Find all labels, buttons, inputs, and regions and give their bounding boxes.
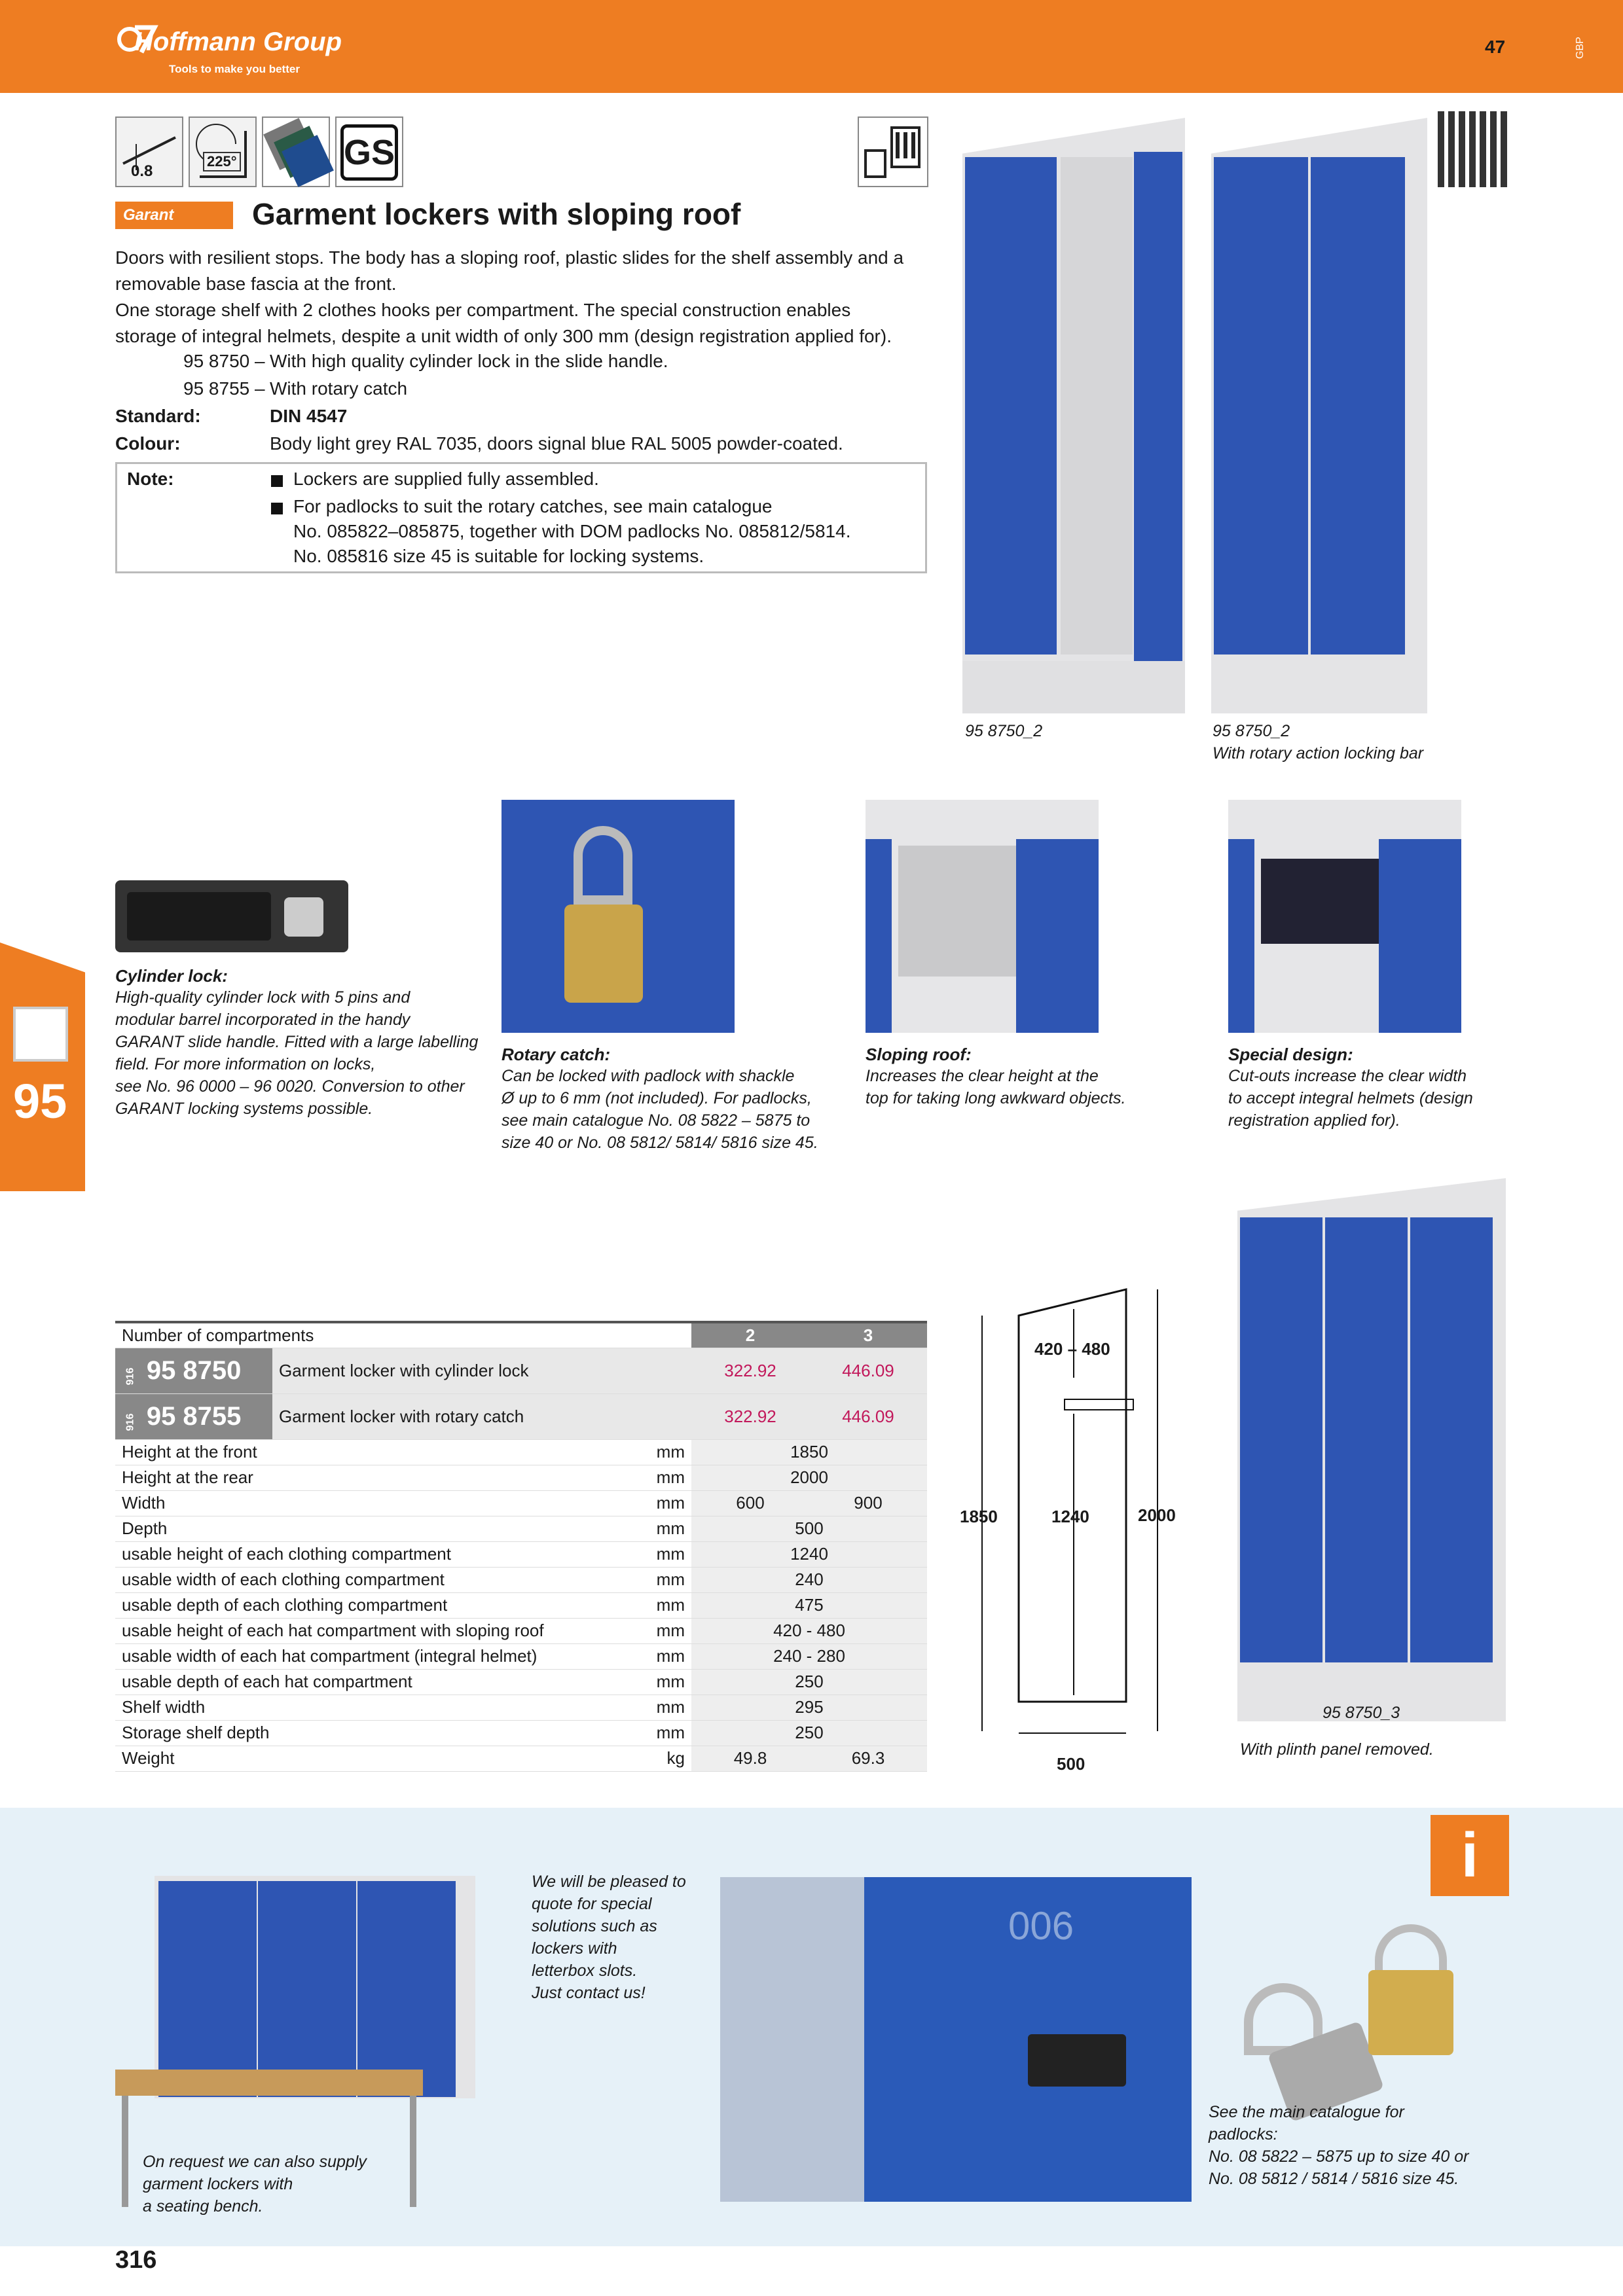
colour-samples-icon [262,117,330,187]
table-row [115,1567,927,1592]
caption-line: We will be pleased to [532,1873,686,1891]
spec-unit: mm [632,1592,691,1618]
dim-front-height: 1850 [960,1507,998,1526]
standard-value: DIN 4547 [270,406,348,426]
table-row [115,1592,927,1618]
note-label: Note: [127,469,174,489]
spec-value: 500 [691,1516,927,1541]
spec-value-3: 900 [809,1490,927,1516]
feature-title: Sloping roof: [866,1045,972,1064]
image-code-3: 95 8750_3 [1322,1704,1400,1722]
page-number-top: 47 [1485,37,1506,57]
image-caption-2: With rotary action locking bar [1213,744,1424,762]
caption-line: On request we can also supply [143,2153,367,2171]
product-prefix: 916 [124,1367,136,1385]
caption-line: garment lockers with [143,2175,293,2193]
rotary-catch-image [501,800,735,1033]
page-number: 316 [115,2246,157,2274]
product-number: 95 8750 [146,1355,242,1385]
spec-value: 240 - 280 [691,1643,927,1669]
table-row [115,1541,927,1567]
col-2: 2 [691,1322,809,1348]
quote-caption [532,1871,686,2004]
table-header-label: Number of compartments [115,1322,691,1348]
spec-label: Depth [115,1516,632,1541]
image-caption-3: With plinth panel removed. [1240,1740,1434,1759]
spec-label: Height at the rear [115,1465,632,1490]
table-row [115,1643,927,1669]
table-row [115,1669,927,1695]
spec-unit: mm [632,1567,691,1592]
feature-line: field. For more information on locks, [115,1055,376,1073]
table-row [115,1439,927,1465]
special-design-image [1228,800,1461,1033]
locker-icon [13,1007,68,1062]
spec-unit: mm [632,1516,691,1541]
table-row [115,1516,927,1541]
spec-unit: mm [632,1669,691,1695]
spec-label: Weight [115,1746,632,1771]
lock-handle-icon [858,117,928,187]
caption-line: letterbox slots. [532,1962,638,1980]
standard-label: Standard: [115,406,201,426]
locker-open-image [962,118,1185,713]
image-code-2: 95 8750_2 [1213,722,1290,740]
table-row [115,1348,927,1393]
section-tab [0,942,85,1191]
feature-line: modular barrel incorporated in the handy [115,1011,410,1029]
table-row [115,1746,927,1771]
qr-code-icon[interactable] [1438,111,1510,187]
feature-line: Increases the clear height at the [866,1067,1099,1085]
caption-line: quote for special [532,1895,652,1913]
feature-rotary-catch [501,1045,842,1154]
desc-line-3: One storage shelf with 2 clothes hooks per compartment. The special construction enables [115,300,851,320]
feature-line: High-quality cylinder lock with 5 pins and [115,988,410,1007]
caption-line: See the main catalogue for [1209,2103,1404,2121]
thickness-value: 0.8 [131,162,153,180]
feature-title: Cylinder lock: [115,966,228,986]
cylinder-lock-image [115,880,348,952]
spec-label: Shelf width [115,1695,632,1720]
price-2: 322.92 [691,1393,809,1439]
variant-2-no: 95 8755 – [183,378,265,399]
spec-label: usable height of each clothing compartment [115,1541,632,1567]
garant-badge: Garant [115,202,233,229]
brand-tagline: Tools to make you better [169,63,300,75]
note-2b: No. 085822–085875, together with DOM padlocks No. 085812/5814. [293,521,851,541]
price-3: 446.09 [809,1348,927,1393]
product-name: Garment locker with rotary catch [272,1393,691,1439]
table-row [115,1490,927,1516]
spec-unit: mm [632,1643,691,1669]
spec-value-2: 49.8 [691,1746,809,1771]
spec-value-2: 600 [691,1490,809,1516]
spec-value-3: 69.3 [809,1746,927,1771]
price-2: 322.92 [691,1348,809,1393]
spec-value: 2000 [691,1465,927,1490]
spec-unit: mm [632,1695,691,1720]
table-row [115,1393,927,1439]
feature-sloping-roof [866,1045,1206,1109]
product-number: 95 8755 [146,1401,242,1431]
feature-title: Rotary catch: [501,1045,611,1064]
feature-line: GARANT slide handle. Fitted with a large labelling [115,1033,479,1051]
spec-value: 420 - 480 [691,1618,927,1643]
sloping-roof-image [866,800,1099,1033]
feature-line: see main catalogue No. 08 5822 – 5875 to [501,1111,811,1130]
caption-line: padlocks: [1209,2125,1278,2144]
spec-value: 475 [691,1592,927,1618]
colour-label: Colour: [115,433,181,454]
bullet-icon [271,503,283,514]
product-prefix: 916 [124,1413,136,1431]
padlock-caption [1209,2101,1469,2190]
feature-line: registration applied for). [1228,1111,1400,1130]
image-code-1: 95 8750_2 [965,722,1043,740]
bullet-icon [271,475,283,487]
feature-line: to accept integral helmets (design [1228,1089,1473,1107]
spec-label: usable width of each hat compartment (integral helmet) [115,1643,632,1669]
spec-label: Height at the front [115,1439,632,1465]
feature-special-design [1228,1045,1569,1132]
dimension-drawing [956,1283,1192,1793]
table-row [115,1720,927,1746]
caption-line: solutions such as [532,1917,657,1935]
spec-label: usable width of each clothing compartment [115,1567,632,1592]
spec-unit: mm [632,1490,691,1516]
spec-label: usable height of each hat compartment with sloping roof [115,1618,632,1643]
door-angle-icon [189,117,257,187]
col-3: 3 [809,1322,927,1348]
spec-unit: mm [632,1465,691,1490]
spec-unit: mm [632,1720,691,1746]
caption-line: Just contact us! [532,1984,646,2002]
spec-value: 1850 [691,1439,927,1465]
spec-value: 1240 [691,1541,927,1567]
dim-compartment-height: 1240 [1051,1507,1089,1526]
spec-label: Width [115,1490,632,1516]
dim-depth: 500 [1057,1754,1085,1774]
locker-closed-image [1211,118,1427,713]
feature-line: Cut-outs increase the clear width [1228,1067,1467,1085]
spec-unit: mm [632,1541,691,1567]
spec-unit: kg [632,1746,691,1771]
colour-value: Body light grey RAL 7035, doors signal blue RAL 5005 powder-coated. [270,433,843,454]
product-name: Garment locker with cylinder lock [272,1348,691,1393]
letterbox-locker-image [720,1877,1192,2202]
spec-unit: mm [632,1439,691,1465]
feature-line: GARANT locking systems possible. [115,1100,373,1118]
feature-cylinder-lock [115,966,482,1120]
spec-value: 295 [691,1695,927,1720]
gs-certification-icon: GS [335,117,403,187]
section-number: 95 [13,1074,67,1128]
feature-line: see No. 96 0000 – 96 0020. Conversion to other [115,1077,465,1096]
product-title: Garment lockers with sloping roof [252,197,741,231]
note-2c: No. 085816 size 45 is suitable for locking systems. [293,546,704,566]
variant-1-text: With high quality cylinder lock in the slide handle. [270,351,668,371]
bench-caption [143,2151,367,2217]
desc-line-4: storage of integral helmets, despite a unit width of only 300 mm (design registration applied for). [115,326,892,346]
dim-hat-height: 420 – 480 [1034,1339,1110,1359]
price-3: 446.09 [809,1393,927,1439]
country-code: GBP [1575,37,1586,59]
variant-2-text: With rotary catch [270,378,408,399]
spec-unit: mm [632,1618,691,1643]
angle-value: 225° [203,152,241,171]
padlocks-image [1205,1898,1512,2134]
spec-table [115,1321,927,1772]
table-row [115,1695,927,1720]
feature-line: top for taking long awkward objects. [866,1089,1126,1107]
spec-value: 250 [691,1720,927,1746]
table-row [115,1465,927,1490]
desc-line-2: removable base fascia at the front. [115,274,397,294]
feature-line: Ø up to 6 mm (not included). For padlocks, [501,1089,812,1107]
locker-3-image [1237,1178,1506,1721]
feature-title: Special design: [1228,1045,1353,1064]
spec-label: usable depth of each clothing compartment [115,1592,632,1618]
note-2a: For padlocks to suit the rotary catches, see main catalogue [293,496,773,516]
feature-line: Can be locked with padlock with shackle [501,1067,795,1085]
spec-label: Storage shelf depth [115,1720,632,1746]
caption-line: No. 08 5812 / 5814 / 5816 size 45. [1209,2170,1459,2188]
caption-line: No. 08 5822 – 5875 up to size 40 or [1209,2147,1469,2166]
info-icon: i [1431,1815,1509,1896]
note-1: Lockers are supplied fully assembled. [293,469,599,489]
sheet-thickness-icon [115,117,183,187]
caption-line: lockers with [532,1939,617,1958]
spec-value: 240 [691,1567,927,1592]
feature-line: size 40 or No. 08 5812/ 5814/ 5816 size 45. [501,1134,818,1152]
variant-1-no: 95 8750 – [183,351,265,371]
brand-name: Hoffmann Group [134,27,342,56]
door-number: 006 [1008,1904,1074,1948]
spec-value: 250 [691,1669,927,1695]
dim-rear-height: 2000 [1138,1505,1176,1525]
spec-label: usable depth of each hat compartment [115,1669,632,1695]
caption-line: a seating bench. [143,2197,263,2215]
table-row [115,1618,927,1643]
desc-line-1: Doors with resilient stops. The body has a sloping roof, plastic slides for the shelf assembly and a [115,247,904,268]
